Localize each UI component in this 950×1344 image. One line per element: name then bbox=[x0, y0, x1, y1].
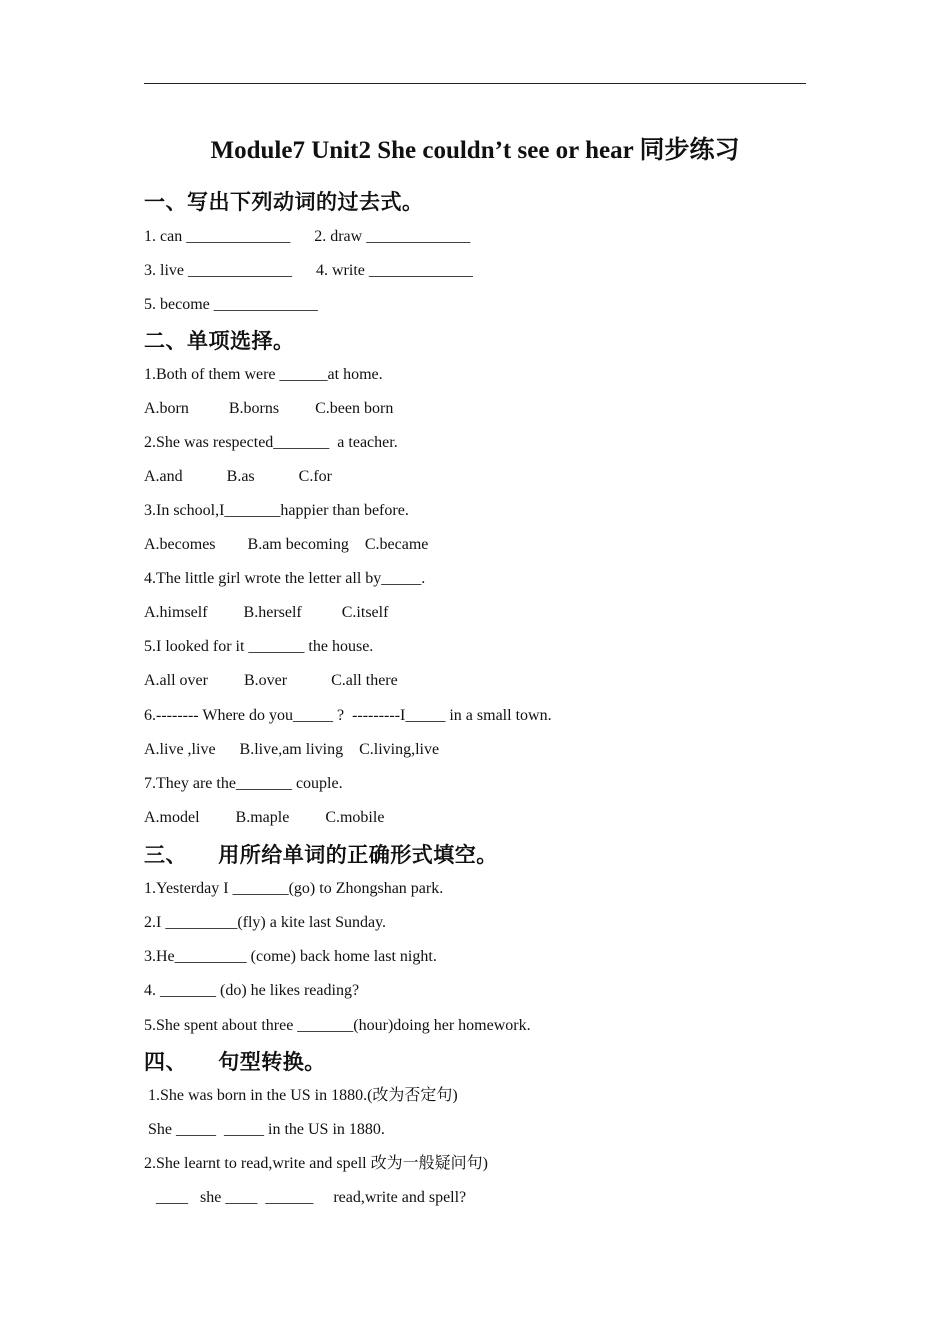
exercise-line: 4. _______ (do) he likes reading? bbox=[144, 982, 360, 999]
exercise-line: 2.She learnt to read,write and spell 改为一般疑问句) bbox=[144, 1155, 488, 1172]
question-line: 5.I looked for it _______ the house. bbox=[144, 638, 374, 655]
options-line: A.and B.as C.for bbox=[144, 468, 332, 485]
options-line: A.born B.borns C.been born bbox=[144, 400, 394, 417]
question-line: 3.In school,I_______happier than before. bbox=[144, 502, 409, 519]
question-line: 2.She was respected_______ a teacher. bbox=[144, 434, 398, 451]
options-line: A.himself B.herself C.itself bbox=[144, 604, 389, 621]
question-line: 7.They are the_______ couple. bbox=[144, 775, 343, 792]
options-line: A.model B.maple C.mobile bbox=[144, 809, 385, 826]
header-rule bbox=[144, 83, 806, 84]
options-line: A.all over B.over C.all there bbox=[144, 672, 398, 689]
exercise-line: 3.He_________ (come) back home last night. bbox=[144, 948, 437, 965]
options-line: A.live ,live B.live,am living C.living,live bbox=[144, 741, 440, 758]
exercise-line: 5.She spent about three _______(hour)doing her homework. bbox=[144, 1017, 531, 1034]
exercise-line: 1.Yesterday I _______(go) to Zhongshan park. bbox=[144, 880, 444, 897]
exercise-line: 3. live _____________ 4. write _____________ bbox=[144, 262, 473, 279]
section-heading-4: 四、 句型转换。 bbox=[144, 1050, 326, 1074]
options-line: A.becomes B.am becoming C.became bbox=[144, 536, 429, 553]
question-line: 1.Both of them were ______at home. bbox=[144, 366, 383, 383]
section-heading-1: 一、写出下列动词的过去式。 bbox=[144, 190, 424, 214]
exercise-line: 1. can _____________ 2. draw _____________ bbox=[144, 228, 471, 245]
exercise-line: ____ she ____ ______ read,write and spell? bbox=[156, 1189, 467, 1206]
exercise-line: She _____ _____ in the US in 1880. bbox=[148, 1121, 385, 1138]
exercise-line: 2.I _________(fly) a kite last Sunday. bbox=[144, 914, 387, 931]
exercise-line: 5. become _____________ bbox=[144, 296, 318, 313]
page-title: Module7 Unit2 She couldn’t see or hear 同步练习 bbox=[210, 137, 740, 164]
section-heading-2: 二、单项选择。 bbox=[144, 329, 295, 353]
question-line: 4.The little girl wrote the letter all by_____. bbox=[144, 570, 426, 587]
section-heading-3: 三、 用所给单词的正确形式填空。 bbox=[144, 843, 498, 867]
exercise-line: 1.She was born in the US in 1880.(改为否定句) bbox=[148, 1087, 458, 1104]
question-line: 6.-------- Where do you_____ ? ---------I_____ in a small town. bbox=[144, 707, 552, 724]
